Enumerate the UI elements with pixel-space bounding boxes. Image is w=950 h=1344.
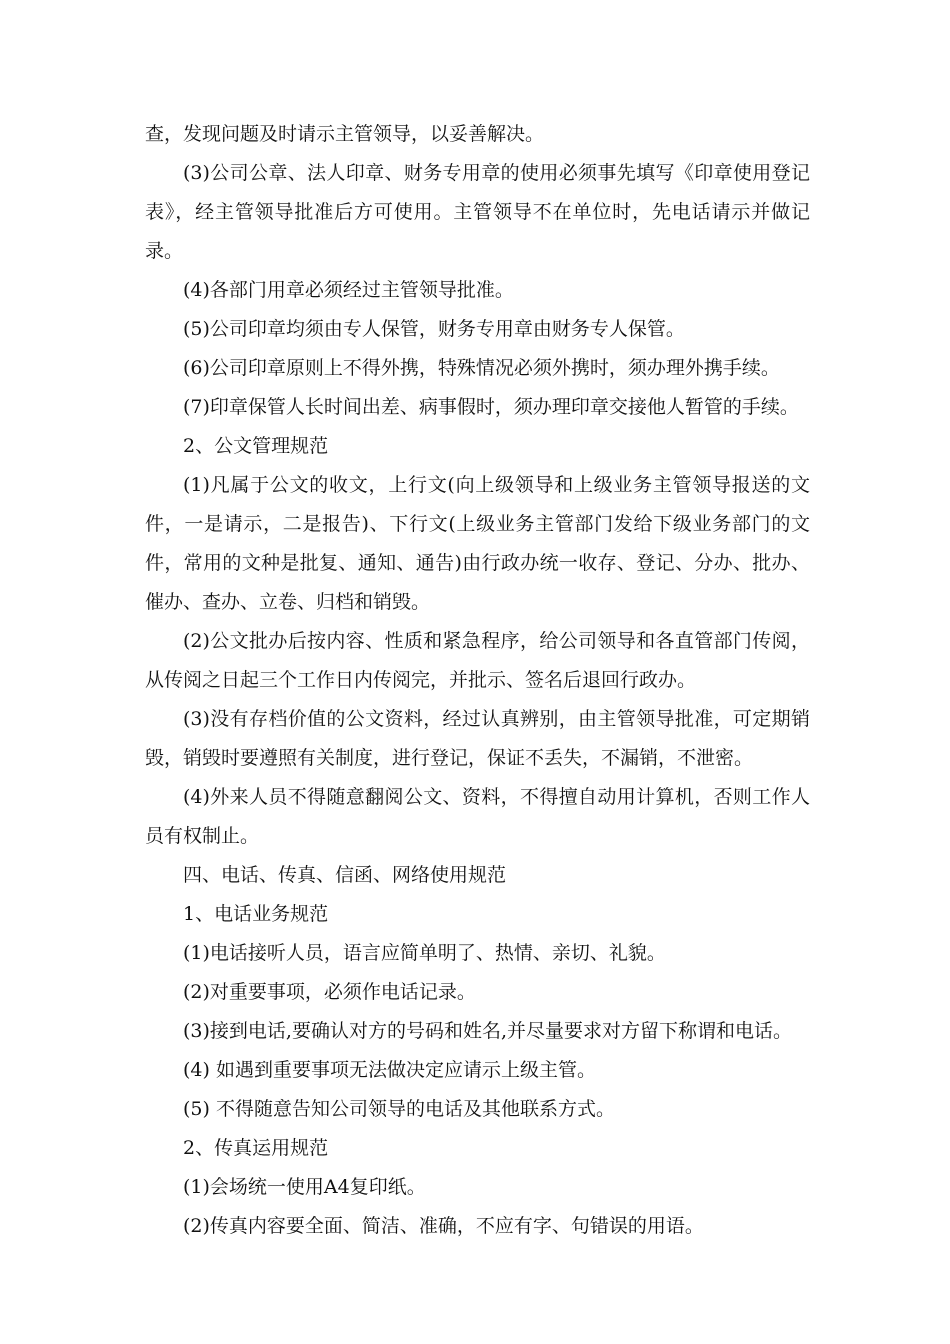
paragraph: (7)印章保管人长时间出差、病事假时，须办理印章交接他人暂管的手续。 [183,396,799,418]
paragraph: (5)公司印章均须由专人保管，财务专用章由财务专人保管。 [183,318,685,340]
paragraph: (4)各部门用章必须经过主管领导批准。 [183,279,514,301]
paragraph: (2)传真内容要全面、简洁、准确，不应有字、句错误的用语。 [183,1215,704,1237]
paragraph: (2)公文批办后按内容、性质和紧急程序，给公司领导和各直管部门传阅，从传阅之日起三个工作日内传阅完，并批示、签名后退回行政办。 [145,630,810,691]
section-heading: 2、公文管理规范 [183,435,329,457]
paragraph: (5) 不得随意告知公司领导的电话及其他联系方式。 [183,1098,615,1120]
paragraph: (2)对重要事项，必须作电话记录。 [183,981,476,1003]
paragraph: (3)公司公章、法人印章、财务专用章的使用必须事先填写《印章使用登记表》，经主管领导批准后方可使用。主管领导不在单位时，先电话请示并做记录。 [145,162,810,262]
paragraph: (3)接到电话,要确认对方的号码和姓名,并尽量要求对方留下称谓和电话。 [183,1020,792,1042]
paragraph: (1)凡属于公文的收文，上行文(向上级领导和上级业务主管领导报送的文件，一是请示，二是报告)、下行文(上级业务主管部门发给下级业务部门的文件，常用的文种是批复、通知、通告)由行政办统一收存、登记、分办、批办、催办、查办、立卷、归档和销毁。 [145,474,810,613]
paragraph: (6)公司印章原则上不得外携，特殊情况必须外携时，须办理外携手续。 [183,357,780,379]
paragraph: (4)外来人员不得随意翻阅公文、资料，不得擅自动用计算机，否则工作人员有权制止。 [145,786,810,847]
paragraph: (4) 如遇到重要事项无法做决定应请示上级主管。 [183,1059,596,1081]
paragraph: (1)会场统一使用A4复印纸。 [183,1176,426,1198]
section-heading: 四、电话、传真、信函、网络使用规范 [183,864,507,886]
paragraph: 查，发现问题及时请示主管领导，以妥善解决。 [145,123,545,145]
section-heading: 2、传真运用规范 [183,1137,329,1159]
section-heading: 1、电话业务规范 [183,903,329,925]
document-page [145,115,810,1246]
paragraph: (1)电话接听人员，语言应简单明了、热情、亲切、礼貌。 [183,942,666,964]
paragraph: (3)没有存档价值的公文资料，经过认真辨别，由主管领导批准，可定期销毁，销毁时要遵照有关制度，进行登记，保证不丢失，不漏销，不泄密。 [145,708,810,769]
